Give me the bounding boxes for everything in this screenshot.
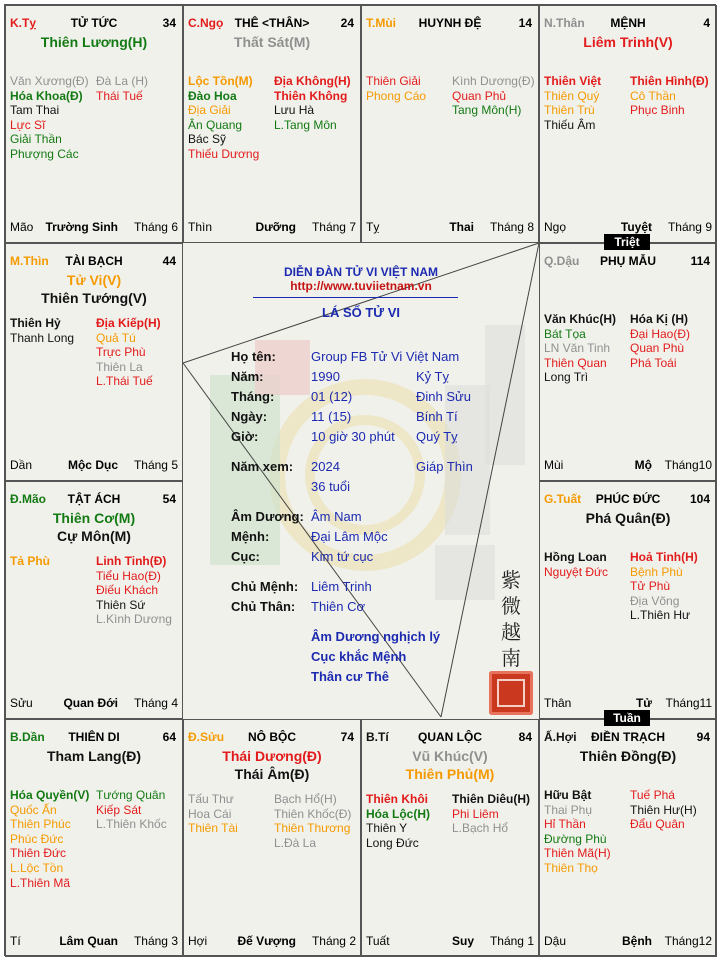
main-star: Thái Dương(Đ) [222, 748, 322, 764]
amduong-label: Âm Dương: [231, 509, 304, 524]
minor-star: Địa Kiếp(H) [96, 316, 161, 330]
minor-star: Thiên Hình(Đ) [630, 74, 709, 88]
palace-can-chi: Q.Dậu [544, 254, 580, 268]
palace-name: TÀI BẠCH [65, 254, 123, 268]
minor-star: Quốc Ấn [10, 802, 57, 817]
title-rule [253, 297, 458, 298]
minor-star: Thiếu Dương [188, 146, 260, 161]
palace-number: 34 [162, 16, 176, 30]
minor-stars-left [188, 792, 238, 836]
main-star: Tử Vi(V) [66, 272, 122, 288]
minor-star: Giải Thần [10, 132, 62, 147]
minor-star: Hóa Khoa(Đ) [10, 88, 83, 103]
month-label: Tháng: [231, 389, 275, 404]
palace-hoi [539, 719, 717, 957]
minor-star: Địa Giải [188, 103, 231, 118]
month-canchi: Đinh Sửu [416, 389, 471, 404]
life-stage: Bệnh [622, 934, 652, 948]
note-amduong: Âm Dương nghịch lý [311, 629, 441, 644]
palace-footer [188, 934, 356, 948]
minor-stars-right [96, 316, 161, 389]
minor-star: Tiểu Hao(Đ) [96, 568, 161, 583]
palace-tuat [539, 481, 717, 719]
palace-number: 104 [689, 492, 710, 506]
palace-suu [5, 481, 183, 719]
main-star: Liêm Trinh(V) [583, 34, 673, 50]
minor-stars-right [96, 788, 167, 832]
minor-star: Ân Quang [188, 117, 243, 132]
amduong-value: Âm Nam [311, 509, 362, 524]
palace-footer [544, 220, 712, 234]
palace-mui [361, 5, 539, 243]
minor-stars-left [10, 788, 89, 890]
minor-star: Điếu Khách [96, 583, 159, 598]
life-stage: Suy [451, 934, 474, 948]
palace-month: Tháng 2 [311, 934, 356, 948]
minor-star: Thiên Diêu(H) [452, 792, 530, 806]
month-value: 01 (12) [311, 389, 353, 404]
life-stage: Thai [449, 220, 474, 234]
minor-star: Nguyệt Đức [544, 564, 609, 579]
minor-star: Thái Tuế [96, 88, 143, 103]
palace-name: HUYNH ĐỆ [418, 16, 482, 30]
minor-star: Thiên Không [274, 88, 348, 103]
age-value: 36 tuổi [311, 479, 351, 494]
life-stage: Tử [635, 696, 652, 710]
stage-branch: Tỵ [366, 220, 380, 234]
minor-star: Thiên Phúc [10, 817, 71, 832]
minor-star: Lực Sĩ [10, 117, 46, 132]
palace-month: Tháng 8 [489, 220, 534, 234]
minor-stars-right [452, 792, 530, 836]
stage-branch: Thân [544, 696, 572, 710]
minor-star: Thiên Trù [544, 103, 595, 118]
minor-star: Bát Tọa [544, 326, 586, 341]
minor-star: Hóa Kị (H) [630, 312, 688, 326]
minor-star: Hữu Bật [544, 788, 592, 802]
minor-star: Phi Liêm [452, 806, 499, 821]
year-canchi: Kỷ Tỵ [416, 369, 449, 384]
minor-star: Phá Toái [630, 355, 677, 370]
cuc-value: Kim tứ cục [311, 549, 374, 564]
palace-month: Tháng 7 [311, 220, 356, 234]
palace-month: Tháng 1 [489, 934, 534, 948]
palace-footer [10, 458, 178, 472]
minor-star: Tam Thai [10, 103, 60, 118]
horoscope-chart [4, 4, 716, 956]
chumenh-label: Chủ Mệnh: [231, 579, 299, 594]
minor-star: Hoả Tinh(H) [630, 550, 698, 564]
minor-star: Thanh Long [10, 330, 75, 345]
minor-star: Trực Phù [96, 345, 146, 360]
minor-star: Quả Tú [96, 330, 136, 345]
center-info-panel [181, 241, 541, 717]
palace-month: Tháng 6 [133, 220, 178, 234]
minor-star: Thiên Quý [544, 88, 600, 103]
main-star: Thái Âm(Đ) [234, 766, 310, 782]
minor-star: Tuế Phá [630, 788, 675, 802]
palace-name: TỬ TỨC [70, 16, 118, 30]
life-stage: Lâm Quan [59, 934, 118, 948]
minor-star: Hoa Cái [188, 806, 232, 821]
viewyear-canchi: Giáp Thìn [416, 459, 473, 474]
minor-stars-left [10, 554, 50, 569]
minor-stars-right [630, 788, 697, 832]
palace-suu2 [183, 719, 361, 957]
stage-branch: Hợi [188, 934, 208, 948]
minor-star: Bác Sỹ [188, 132, 227, 147]
palace-number: 94 [696, 730, 710, 744]
minor-star: L.Thái Tuế [96, 374, 153, 389]
minor-star: Đại Hao(Đ) [630, 326, 691, 341]
name-value: Group FB Tử Vi Việt Nam [311, 349, 460, 364]
minor-star: Hóa Lộc(H) [366, 806, 430, 821]
minor-star: Thiên Tài [188, 821, 238, 836]
main-star: Cự Môn(M) [57, 528, 131, 544]
minor-star: Tả Phù [10, 554, 51, 568]
minor-star: Thiên Quan [544, 355, 607, 370]
main-star: Thất Sát(M) [233, 34, 311, 50]
palace-footer [366, 934, 534, 948]
palace-dan [5, 719, 183, 957]
life-stage: Đế Vượng [237, 934, 296, 948]
name-label: Họ tên: [231, 349, 276, 364]
palace-dau [539, 243, 717, 481]
chumenh-value: Liêm Trinh [311, 579, 372, 594]
minor-star: Thiên La [96, 359, 143, 374]
minor-star: L.Kình Dương [96, 612, 172, 627]
note-than: Thân cư Thê [311, 669, 390, 684]
palace-name: TẬT ÁCH [67, 492, 121, 506]
palace-number: 4 [703, 16, 710, 30]
palace-can-chi: Đ.Sửu [188, 730, 225, 744]
year-value: 1990 [311, 369, 340, 384]
minor-star: Văn Khúc(H) [544, 312, 616, 326]
palace-ty [5, 5, 183, 243]
minor-star: Tấu Thư [188, 792, 234, 806]
minor-stars-left [544, 550, 608, 579]
palace-footer [188, 220, 356, 234]
minor-star: Quan Phù [630, 341, 685, 356]
viewyear-label: Năm xem: [231, 459, 294, 474]
life-stage: Mộc Dục [67, 458, 118, 472]
minor-star: L.Lộc Tồn [10, 860, 64, 875]
minor-star: Hồng Loan [544, 550, 607, 564]
minor-star: Thiên Khốc(Đ) [274, 806, 352, 821]
minor-star: Kình Dương(Đ) [452, 74, 535, 88]
forum-url[interactable]: http://www.tuviietnam.vn [290, 279, 432, 293]
tag-tuan: Tuần [604, 710, 650, 726]
palace-footer [10, 934, 178, 948]
minor-star: Địa Võng [630, 593, 680, 608]
palace-name: PHỤ MẪU [600, 254, 656, 268]
minor-star: L.Thiên Hư [630, 608, 691, 623]
palace-month: Tháng11 [665, 696, 712, 710]
minor-star: L.Tang Môn [274, 117, 337, 132]
palace-name: THÊ <THÂN> [234, 16, 310, 30]
minor-star: L.Thiên Khốc [96, 817, 167, 832]
minor-star: Lưu Hà [274, 103, 315, 118]
palace-month: Tháng12 [664, 934, 712, 948]
minor-stars-right [452, 74, 535, 118]
minor-star: Phượng Các [10, 146, 79, 161]
main-star: Thiên Lương(H) [40, 34, 148, 50]
chart-title: LÁ SỐ TỬ VI [322, 305, 400, 320]
menh-value: Đại Lâm Mộc [311, 529, 388, 544]
minor-star: Linh Tinh(Đ) [96, 554, 167, 568]
vertical-calligraphy: 紫微越南 [501, 568, 521, 670]
minor-stars-right [96, 554, 172, 627]
life-stage: Tuyệt [620, 220, 652, 234]
minor-star: Đào Hoa [188, 88, 237, 103]
minor-star: Thai Phụ [544, 802, 593, 817]
viewyear-value: 2024 [311, 459, 340, 474]
palace-number: 44 [162, 254, 176, 268]
forum-title: DIỄN ĐÀN TỬ VI VIỆT NAM [284, 265, 438, 279]
palace-can-chi: M.Thìn [10, 254, 49, 268]
life-stage: Trường Sinh [45, 220, 118, 234]
day-canchi: Bính Tí [416, 409, 458, 424]
palace-can-chi: Ấ.Hợi [544, 730, 577, 744]
palace-ti [361, 719, 539, 957]
minor-star: Thiên Thương [274, 821, 351, 836]
minor-star: Thiên Đức [10, 846, 67, 861]
palace-month: Tháng 9 [667, 220, 712, 234]
palace-can-chi: K.Tỵ [10, 16, 37, 30]
minor-star: LN Văn Tinh [544, 341, 611, 356]
minor-star: Thiên Hư(H) [630, 802, 697, 817]
minor-star: Tang Môn(H) [452, 103, 522, 118]
palace-can-chi: G.Tuất [544, 492, 582, 506]
palace-footer [10, 696, 178, 710]
minor-stars-left [10, 74, 89, 162]
life-stage: Quan Đới [63, 696, 118, 710]
minor-star: Phục Binh [630, 103, 685, 118]
minor-star: Tướng Quân [96, 788, 166, 802]
minor-star: Thiên Khôi [366, 792, 428, 806]
minor-star: Cô Thần [630, 88, 676, 103]
palace-can-chi: T.Mùi [366, 16, 396, 30]
palace-number: 54 [162, 492, 176, 506]
palace-can-chi: N.Thân [544, 16, 585, 30]
stage-branch: Mùi [544, 458, 564, 472]
palace-number: 84 [518, 730, 532, 744]
palace-number: 114 [690, 254, 710, 268]
palace-month: Tháng 4 [133, 696, 178, 710]
palace-footer [544, 696, 712, 710]
palace-number: 14 [518, 16, 532, 30]
stage-branch: Tí [10, 934, 21, 948]
minor-star: Thiên Giải [366, 74, 421, 88]
palace-name: THIÊN DI [68, 730, 120, 744]
minor-star: Văn Xương(Đ) [10, 74, 89, 88]
hour-value: 10 giờ 30 phút [311, 429, 395, 444]
palace-footer [544, 934, 712, 948]
minor-stars-right [274, 74, 351, 132]
minor-stars-left [366, 792, 430, 850]
palace-name: NÔ BỘC [248, 730, 296, 744]
palace-number: 24 [340, 16, 354, 30]
main-star: Tham Lang(Đ) [46, 748, 142, 764]
minor-star: Tử Phù [630, 579, 671, 594]
minor-stars-left [188, 74, 259, 162]
cuc-label: Cục: [231, 549, 260, 564]
stage-branch: Sửu [10, 696, 33, 710]
main-star: Phá Quân(Đ) [585, 510, 671, 526]
palace-number: 64 [162, 730, 176, 744]
year-label: Năm: [231, 369, 264, 384]
minor-star: Phúc Đức [10, 831, 64, 846]
stage-branch: Mão [10, 220, 34, 234]
minor-stars-right [630, 74, 709, 118]
palace-footer [544, 458, 712, 472]
palace-than [539, 5, 717, 243]
menh-label: Mệnh: [231, 529, 270, 544]
stage-branch: Dậu [544, 934, 567, 948]
red-seal-stamp [489, 671, 533, 715]
minor-star: Thiên Hỷ [10, 316, 61, 330]
palace-month: Tháng 3 [133, 934, 178, 948]
minor-star: Thiên Sứ [96, 597, 146, 612]
minor-star: Long Trì [544, 370, 589, 385]
minor-stars-left [10, 316, 74, 345]
minor-star: Thiên Mã(H) [544, 846, 611, 861]
minor-star: Bệnh Phù [630, 564, 683, 579]
chuthan-value: Thiên Cơ [311, 599, 366, 614]
palace-name: PHÚC ĐỨC [595, 492, 661, 506]
hour-canchi: Quý Tỵ [416, 429, 458, 444]
minor-stars-right [274, 792, 351, 850]
minor-star: Thiếu Âm [544, 117, 596, 132]
palace-number: 74 [340, 730, 354, 744]
palace-can-chi: C.Ngọ [188, 16, 224, 30]
minor-star: Hỉ Thần [544, 817, 586, 832]
stage-branch: Tuất [366, 934, 390, 948]
chuthan-label: Chủ Thân: [231, 599, 296, 614]
palace-ngo [183, 5, 361, 243]
note-cuc: Cục khắc Mệnh [311, 649, 407, 664]
main-star: Thiên Đồng(Đ) [579, 748, 677, 764]
minor-star: L.Đà La [274, 835, 317, 850]
minor-star: Hóa Quyền(V) [10, 788, 90, 802]
minor-stars-right [96, 74, 148, 103]
palace-footer [366, 220, 534, 234]
minor-star: Phong Cáo [366, 88, 427, 103]
stage-branch: Dần [10, 458, 33, 472]
minor-stars-left [544, 74, 601, 132]
tag-triet: Triệt [604, 234, 650, 250]
minor-stars-left [544, 312, 616, 385]
minor-star: Địa Không(H) [274, 74, 351, 88]
minor-star: L.Thiên Mã [10, 875, 71, 890]
stage-branch: Ngọ [544, 220, 567, 234]
palace-can-chi: B.Tí [366, 730, 389, 744]
minor-star: Đẩu Quân [630, 817, 685, 832]
palace-name: ĐIỀN TRẠCH [591, 730, 665, 744]
minor-star: Kiếp Sát [96, 802, 142, 817]
minor-stars-right [630, 550, 698, 623]
stage-branch: Thìn [188, 220, 213, 234]
palace-footer [10, 220, 178, 234]
minor-star: Lộc Tồn(M) [188, 74, 253, 88]
main-star: Thiên Cơ(M) [52, 510, 136, 526]
minor-star: Thiên Y [366, 821, 408, 836]
minor-stars-right [630, 312, 690, 370]
life-stage: Dưỡng [255, 220, 296, 234]
minor-star: Quan Phủ [452, 88, 507, 103]
day-value: 11 (15) [311, 409, 352, 424]
palace-thin [5, 243, 183, 481]
day-label: Ngày: [231, 409, 268, 424]
life-stage: Mộ [634, 458, 652, 472]
minor-stars-left [366, 74, 426, 103]
minor-star: Thiên Việt [544, 74, 602, 88]
minor-stars-left [544, 788, 611, 876]
palace-can-chi: B.Dần [10, 730, 45, 744]
palace-month: Tháng10 [664, 458, 712, 472]
main-star: Vũ Khúc(V) [412, 748, 488, 764]
minor-star: Long Đức [366, 835, 419, 850]
main-star: Thiên Phủ(M) [405, 766, 495, 782]
palace-name: MỆNH [610, 16, 646, 30]
hour-label: Giờ: [231, 429, 259, 444]
palace-name: QUAN LỘC [418, 730, 482, 744]
palace-can-chi: Đ.Mão [10, 492, 46, 506]
minor-star: Bạch Hổ(H) [274, 792, 337, 806]
minor-star: Thiên Thọ [544, 860, 598, 875]
minor-star: Đà La (H) [96, 74, 149, 88]
main-star: Thiên Tướng(V) [41, 290, 147, 306]
minor-star: Đường Phù [544, 831, 607, 846]
palace-month: Tháng 5 [133, 458, 178, 472]
minor-star: L.Bạch Hổ [452, 821, 509, 836]
